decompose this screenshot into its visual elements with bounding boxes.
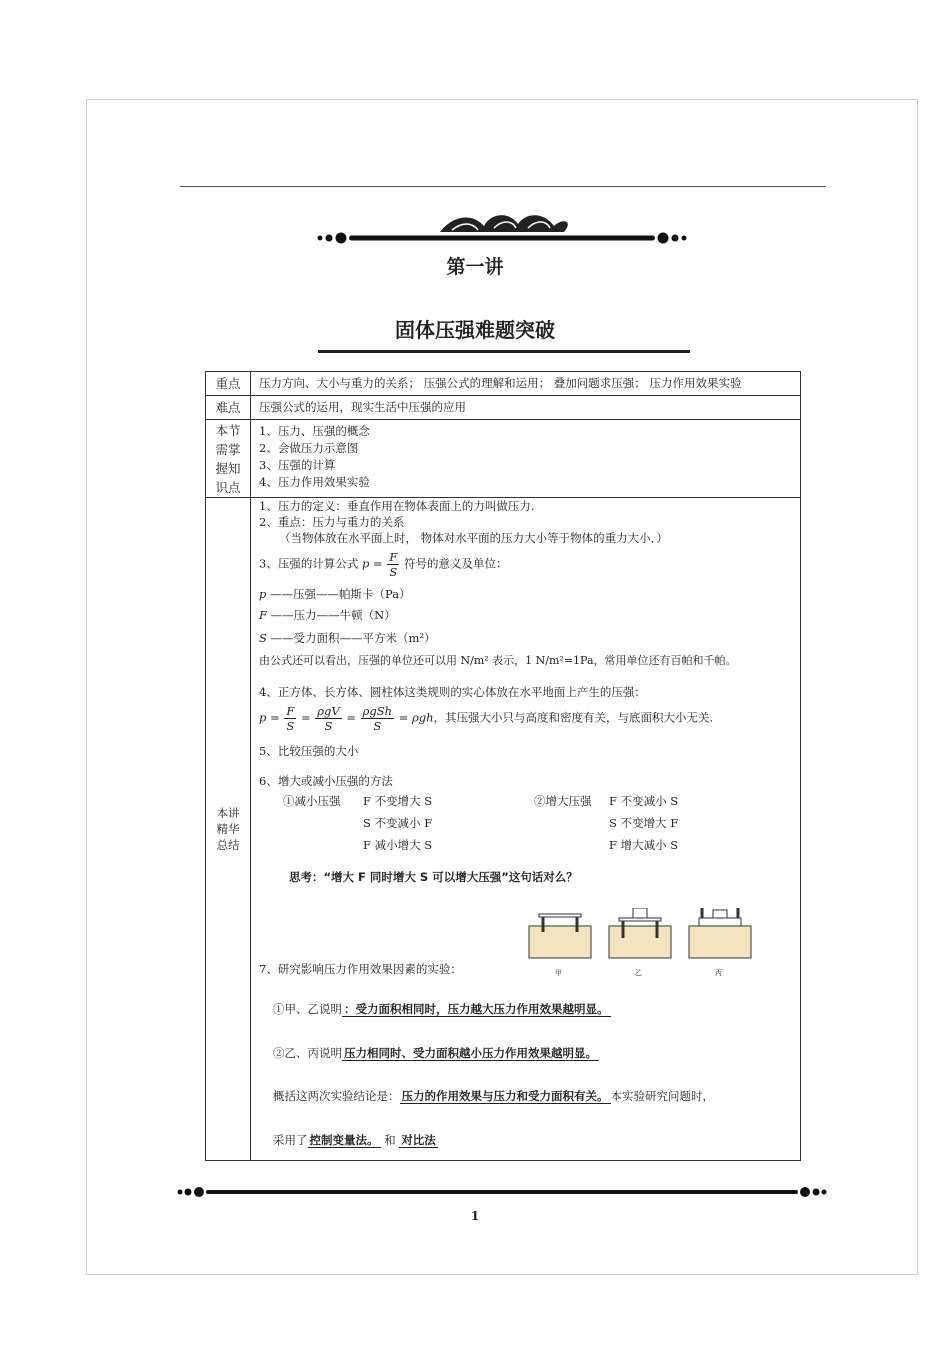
summary-line-7: 7、研究影响压力作用效果因素的实验： <box>259 962 462 976</box>
reduce-pressure-title: ①减小压强 <box>283 794 341 808</box>
conclusion-2: ②乙、丙说明 压力相同时、受力面积越小压力作用效果越明显。 <box>273 1046 597 1060</box>
key-points-content: 压力方向、大小与重力的关系； 压强公式的理解和运用； 叠加问题求压强； 压力作用效果实验 <box>251 372 801 396</box>
lesson-table <box>205 371 801 1161</box>
unit-line: 由公式还可以看出，压强的单位还可以用 N/m² 表示，1 N/m²=1Pa，常用单位还有百帕和千帕。 <box>259 654 737 667</box>
decorative-ornament-icon <box>312 206 692 248</box>
symbol-s-line: S ——受力面积——平方米（m²） <box>259 631 436 645</box>
list-item: 3、压强的计算 <box>259 458 336 472</box>
think-question: 思考：“增大 F 同时增大 S 可以增大压强”这句话对么？ <box>289 870 578 884</box>
increase-pressure-title: ②增大压强 <box>534 794 592 808</box>
page-number: 1 <box>470 1209 480 1223</box>
summary-line-5: 5、比较压强的大小 <box>259 744 359 758</box>
reduce-item: F 减小增大 S <box>363 838 433 852</box>
summary-line-4: 4、正方体、长方体、圆柱体这类规则的实心体放在水平地面上产生的压强： <box>259 685 646 699</box>
list-item: 1、压力、压强的概念 <box>259 424 370 438</box>
summary-line-1: 1、压力的定义：垂直作用在物体表面上的力叫做压力. <box>259 499 535 513</box>
increase-item: F 增大减小 S <box>609 838 679 852</box>
summary-line-2: 2、重点：压力与重力的关系 <box>259 515 405 529</box>
experiment-figure <box>527 908 757 970</box>
difficult-points-content: 压强公式的运用，现实生活中压强的应用 <box>251 396 801 420</box>
figure-label: 丙 <box>715 969 722 977</box>
summary-line-6: 6、增大或减小压强的方法 <box>259 774 393 788</box>
knowledge-list <box>251 420 801 498</box>
symbol-f-line: F ——压力——牛顿（N） <box>259 608 396 622</box>
solid-pressure-formula: p = $\frac{F}{S}$ = $\frac{\text{ρgV}}{S}$ = $\frac{\text{ρgSh}}{S}$ = ρgh，其压强大小只与高度和密度有关，与底面积大小无关. <box>259 704 714 733</box>
list-item: 2、会做压力示意图 <box>259 441 359 455</box>
reduce-item: F 不变增大 S <box>363 794 433 808</box>
summary-content <box>251 498 801 1161</box>
label-key-points: 重点 <box>206 372 251 396</box>
reduce-item: S 不变减小 F <box>363 816 433 830</box>
row-summary <box>206 498 801 1161</box>
label-summary: 本讲 精华 总结 <box>206 498 251 1161</box>
row-difficult-points <box>206 396 801 420</box>
increase-item: F 不变减小 S <box>609 794 679 808</box>
figure-label: 甲 <box>555 969 562 977</box>
conclusion-1: ①甲、乙说明 ：受力面积相同时，压力越大压力作用效果越明显。 <box>273 1002 609 1016</box>
document-title: 固体压强难题突破 <box>395 318 555 342</box>
list-item: 4、压力作用效果实验 <box>259 475 370 489</box>
header-rule <box>180 186 826 187</box>
pressure-formula-line: 3、压强的计算公式 p = $\frac{F}{S}$ 符号的意义及单位： <box>259 550 508 579</box>
label-knowledge: 本节 需掌 握知 识点 <box>206 420 251 498</box>
increase-item: S 不变增大 F <box>609 816 679 830</box>
lecture-number: 第一讲 <box>446 256 504 278</box>
summary-line-3: （当物体放在水平面上时， 物体对水平面的压力大小等于物体的重力大小．） <box>279 531 668 545</box>
title-underline <box>318 350 690 353</box>
figure-label: 乙 <box>635 969 642 977</box>
fraction-f-over-s: $\frac{F}{S}$ <box>389 550 398 579</box>
footer-ornament-icon <box>176 1184 828 1200</box>
symbol-p-line: p ——压强——帕斯卡（Pa） <box>259 587 411 601</box>
row-knowledge <box>206 420 801 498</box>
label-difficult-points: 难点 <box>206 396 251 420</box>
conclusion-3: 概括这两次实验结论是： 压力的作用效果与压力和受力面积有关。 本实验研究问题时， <box>273 1089 714 1103</box>
row-key-points <box>206 372 801 396</box>
conclusion-4: 采用了 控制变量法。 和 对比法 <box>273 1133 436 1147</box>
